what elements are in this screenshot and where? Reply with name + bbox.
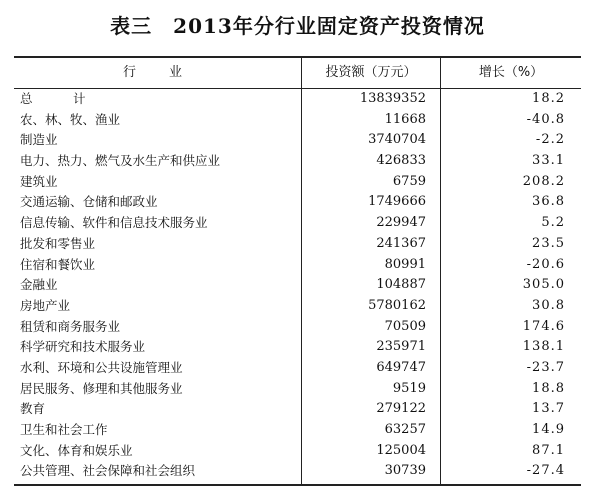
table-row [14, 89, 581, 110]
industry-name: 公共管理、社会保障和社会组织 [20, 463, 196, 479]
investment-value: 235971 [376, 339, 426, 355]
growth-value: -20.6 [526, 256, 565, 272]
table-row [14, 441, 581, 462]
investment-value: 11668 [384, 111, 426, 127]
table-row [14, 337, 581, 358]
growth-value: 33.1 [532, 153, 565, 169]
investment-value: 229947 [376, 215, 426, 231]
table-row [14, 130, 581, 151]
growth-value: -2.2 [535, 132, 565, 148]
table-row [14, 461, 581, 482]
investment-value: 63257 [384, 422, 426, 437]
investment-value: 279122 [376, 401, 426, 417]
industry-name: 居民服务、修理和其他服务业 [20, 380, 183, 396]
industry-name: 交通运输、仓储和邮政业 [20, 194, 158, 210]
industry-name: 建筑业 [20, 173, 58, 189]
table-row [14, 151, 581, 172]
growth-value: 23.5 [532, 235, 565, 251]
investment-value: 9519 [392, 380, 426, 396]
industry-name: 教育 [20, 401, 46, 417]
table-row [14, 275, 581, 296]
investment-value: 125004 [376, 442, 426, 458]
table-row [14, 317, 581, 338]
industry-name: 电力、热力、燃气及水生产和供应业 [20, 153, 221, 169]
industry-name: 卫生和社会工作 [20, 422, 108, 437]
table-row [14, 255, 581, 276]
industry-name: 文化、体育和娱乐业 [20, 442, 133, 458]
table-row [14, 296, 581, 317]
header-growth: 增长（%） [478, 65, 544, 80]
industry-name: 科学研究和技术服务业 [20, 339, 146, 355]
industry-name: 金融业 [20, 277, 58, 293]
header-industry: 行 业 [122, 65, 192, 80]
industry-name: 制造业 [20, 132, 58, 148]
growth-value: 14.9 [532, 422, 565, 437]
growth-value: 5.2 [541, 215, 565, 231]
investment-value: 5780162 [368, 297, 426, 313]
growth-value: 36.8 [532, 194, 565, 210]
investment-value: 6759 [392, 173, 426, 189]
growth-value: 18.8 [532, 380, 565, 396]
table-row [14, 234, 581, 255]
table-row [14, 213, 581, 234]
investment-value: 30739 [384, 463, 426, 479]
table-body [14, 89, 581, 482]
growth-value: -40.8 [526, 111, 565, 127]
investment-value: 1749666 [368, 194, 426, 210]
investment-value: 241367 [376, 235, 426, 251]
growth-value: -23.7 [526, 359, 565, 375]
investment-value: 649747 [376, 359, 426, 375]
investment-value: 13839352 [359, 91, 426, 106]
growth-value: 87.1 [532, 442, 565, 458]
investment-value: 80991 [384, 256, 426, 272]
table-title: 表三 2013年分行业固定资产投资情况 [110, 14, 485, 38]
growth-value: -27.4 [526, 463, 565, 479]
growth-value: 30.8 [532, 297, 565, 313]
industry-name: 信息传输、软件和信息技术服务业 [20, 215, 208, 231]
investment-value: 104887 [376, 277, 426, 293]
table-bottom-rule [14, 484, 581, 486]
header-investment: 投资额（万元） [325, 65, 417, 80]
industry-name: 水利、环境和公共设施管理业 [20, 359, 183, 375]
industry-name: 农、林、牧、渔业 [20, 111, 121, 127]
industry-name: 住宿和餐饮业 [20, 256, 96, 272]
table-row [14, 192, 581, 213]
industry-name: 房地产业 [20, 297, 71, 313]
growth-value: 174.6 [522, 318, 565, 334]
growth-value: 18.2 [532, 91, 565, 106]
industry-name: 批发和零售业 [20, 235, 96, 251]
table-row [14, 399, 581, 420]
table-row [14, 172, 581, 193]
table-row [14, 420, 581, 441]
investment-value: 70509 [384, 318, 426, 334]
table-row [14, 379, 581, 400]
investment-value: 426833 [376, 153, 426, 169]
growth-value: 305.0 [522, 277, 565, 293]
industry-name: 租赁和商务服务业 [20, 318, 121, 334]
growth-value: 208.2 [522, 173, 565, 189]
table-row [14, 110, 581, 131]
table-row [14, 358, 581, 379]
investment-value: 3740704 [368, 132, 426, 148]
industry-name: 总 计 [20, 91, 100, 106]
growth-value: 138.1 [522, 339, 565, 355]
growth-value: 13.7 [532, 401, 565, 417]
